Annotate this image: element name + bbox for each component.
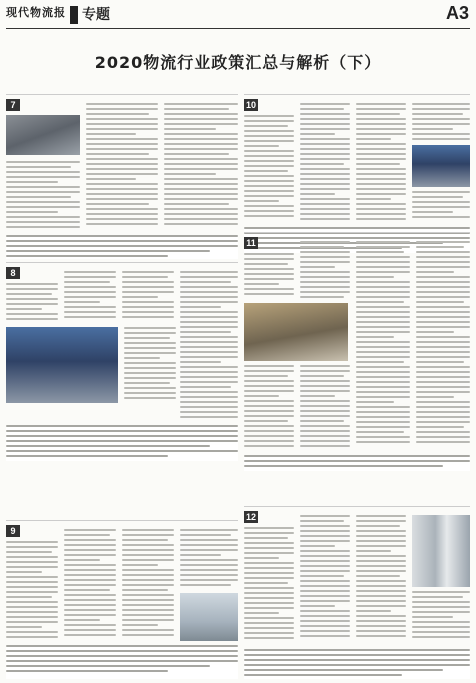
text-column xyxy=(6,161,80,231)
masthead-logo: 现代物流报 xyxy=(6,6,66,19)
section-10 xyxy=(244,94,470,255)
section-7 xyxy=(6,94,238,261)
text-column xyxy=(300,103,350,223)
section-9 xyxy=(6,520,238,681)
text-column xyxy=(86,103,158,231)
section-photo xyxy=(180,593,238,641)
section-photo xyxy=(6,115,80,155)
section-number: 12 xyxy=(245,512,256,522)
text-column xyxy=(356,241,410,453)
text-column xyxy=(124,327,176,403)
text-column xyxy=(412,591,470,645)
text-column xyxy=(122,271,174,323)
text-column xyxy=(180,271,238,421)
section-photo xyxy=(244,303,348,361)
text-column xyxy=(412,103,470,143)
text-column xyxy=(64,529,116,641)
section-11 xyxy=(244,232,470,473)
text-column xyxy=(244,527,294,645)
text-column xyxy=(6,283,58,323)
section-photo xyxy=(412,515,470,587)
section-number: 11 xyxy=(244,237,258,249)
text-column xyxy=(244,253,294,299)
section-photo xyxy=(412,145,470,187)
text-column xyxy=(6,541,58,641)
text-column xyxy=(244,115,294,223)
commentary-block xyxy=(6,235,238,259)
text-column xyxy=(412,191,470,223)
text-column xyxy=(164,103,238,231)
masthead-rule xyxy=(6,28,470,29)
commentary-block xyxy=(6,645,238,679)
commentary-block xyxy=(244,649,470,679)
text-column xyxy=(244,365,294,453)
section-photo xyxy=(6,327,118,403)
commentary-block xyxy=(6,425,238,461)
page-number: A3 xyxy=(446,3,470,23)
section-8 xyxy=(6,262,238,463)
section-number: 7 xyxy=(6,99,20,111)
text-column xyxy=(356,515,406,645)
section-12 xyxy=(244,506,470,681)
commentary-block xyxy=(244,455,470,471)
text-column xyxy=(416,241,470,453)
text-column xyxy=(300,365,350,453)
section-number: 9 xyxy=(6,525,20,537)
text-column xyxy=(300,515,350,645)
section-number: 8 xyxy=(6,267,20,279)
section-number: 10 xyxy=(245,100,256,110)
text-column xyxy=(64,271,116,323)
text-column xyxy=(122,529,174,641)
page-title: 2020物流行业政策汇总与解析（下） xyxy=(94,53,382,72)
text-column xyxy=(180,529,238,589)
text-column xyxy=(300,241,350,299)
topic-marker xyxy=(70,6,78,24)
text-column xyxy=(356,103,406,223)
topic-label: 专题 xyxy=(82,7,110,23)
